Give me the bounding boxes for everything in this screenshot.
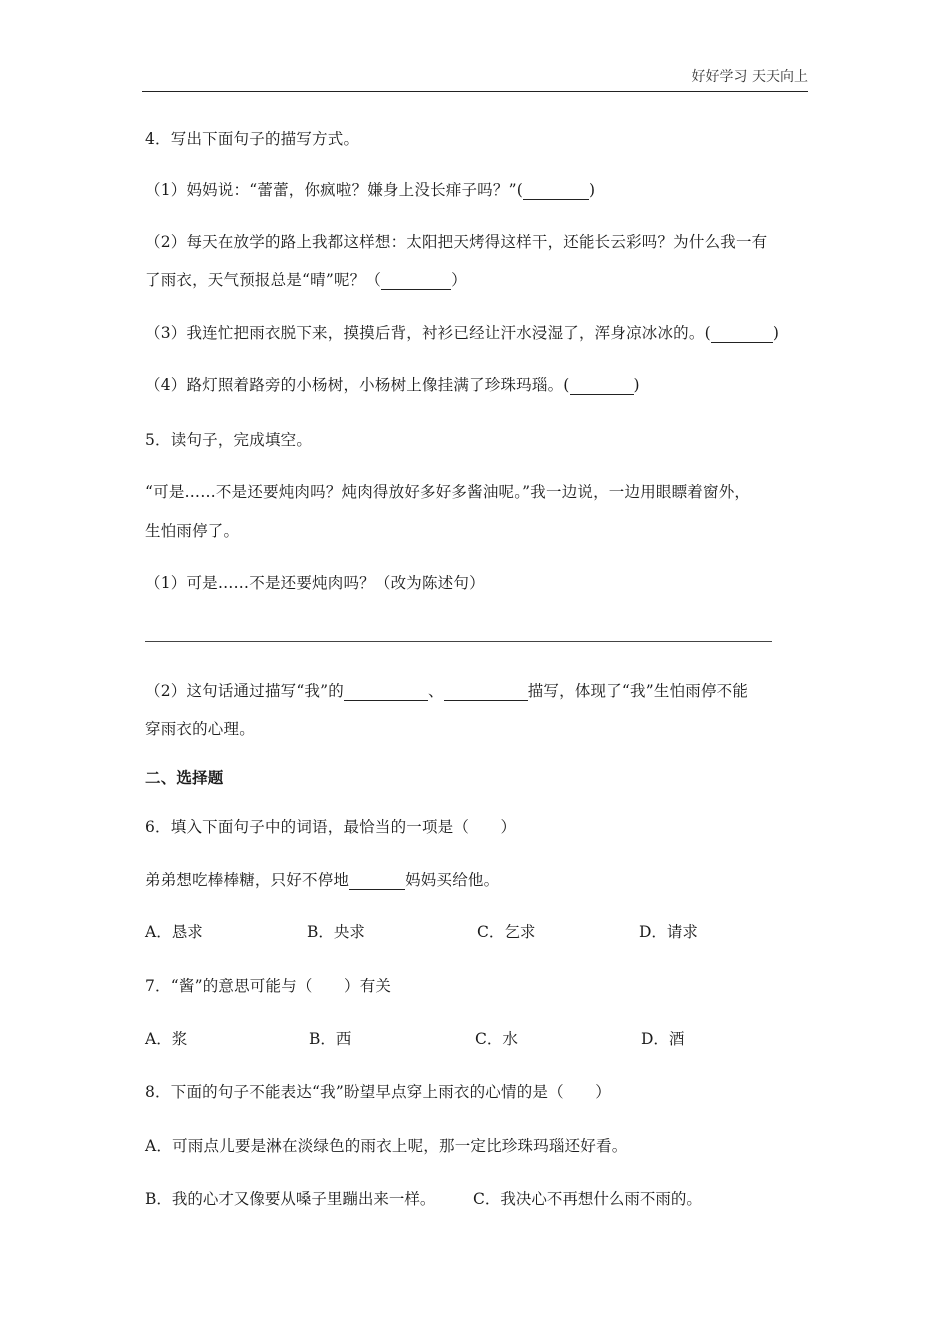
header-divider <box>142 91 808 92</box>
q4-sentence-4-text: （4）路灯照着路旁的小杨树，小杨树上像挂满了珍珠玛瑙。( <box>145 376 570 394</box>
q4-answer-blank-4[interactable] <box>570 376 634 395</box>
q8-option-b[interactable]: B．我的心才又像要从嗓子里蹦出来一样。 <box>145 1190 436 1208</box>
q6-option-d[interactable]: D．请求 <box>639 923 698 941</box>
q8-title: 8．下面的句子不能表达“我”盼望早点穿上雨衣的心情的是（ ） <box>145 1083 611 1101</box>
q4-sentence-3-close: ) <box>772 324 780 342</box>
q8-option-c[interactable]: C．我决心不再想什么雨不雨的。 <box>473 1190 702 1208</box>
q4-sentence-1-close: ) <box>588 181 596 199</box>
q6-sentence-text-a: 弟弟想吃棒棒糖，只好不停地 <box>145 871 350 889</box>
q5-passage-line2: 生怕雨停了。 <box>145 522 240 540</box>
q4-sentence-2-line1: （2）每天在放学的路上我都这样想：太阳把天烤得这样干，还能长云彩吗？为什么我一有 <box>145 233 768 251</box>
q5-answer-blank-1[interactable] <box>344 682 428 701</box>
q4-sentence-4-close: ) <box>633 376 640 394</box>
q6-sentence <box>145 868 499 890</box>
q4-sentence-1 <box>145 178 595 200</box>
q4-sentence-3-text: （3）我连忙把雨衣脱下来，摸摸后背，衬衫已经让汗水浸湿了，浑身凉冰冰的。( <box>145 324 711 342</box>
q5-passage-line1: “可是……不是还要炖肉吗？炖肉得放好多好多酱油呢。”我一边说，一边用眼瞟着窗外， <box>145 483 751 501</box>
q5-sub2-line2: 穿雨衣的心理。 <box>145 720 255 738</box>
q8-option-a[interactable]: A．可雨点儿要是淋在淡绿色的雨衣上呢，那一定比珍珠玛瑙还好看。 <box>145 1137 628 1155</box>
q6-option-a[interactable]: A．恳求 <box>145 923 203 941</box>
q4-sentence-2-close: ） <box>451 271 467 289</box>
q4-sentence-2-line2 <box>145 268 467 290</box>
q5-answer-line[interactable] <box>145 641 772 642</box>
q7-title: 7．“酱”的意思可能与（ ）有关 <box>145 977 392 995</box>
q4-sentence-4 <box>145 373 640 395</box>
q5-sub2-text-b: 、 <box>428 682 444 700</box>
q7-option-a[interactable]: A．浆 <box>145 1030 188 1048</box>
q4-answer-blank-1[interactable] <box>523 181 589 200</box>
q4-title: 4．写出下面句子的描写方式。 <box>145 130 360 148</box>
section-2-title: 二、选择题 <box>145 768 224 787</box>
q6-sentence-text-b: 妈妈买给他。 <box>405 871 500 889</box>
q5-sub2-line1 <box>145 679 748 701</box>
q4-answer-blank-3[interactable] <box>711 324 773 343</box>
q4-sentence-1-text: （1）妈妈说：“蕾蕾，你疯啦？嫌身上没长痱子吗？”( <box>145 181 523 199</box>
q5-sub1: （1）可是……不是还要炖肉吗？（改为陈述句） <box>145 574 485 592</box>
q5-sub2-text-c: 描写，体现了“我”生怕雨停不能 <box>527 682 749 700</box>
q7-option-d[interactable]: D．酒 <box>641 1030 685 1048</box>
q6-answer-blank[interactable] <box>349 871 405 890</box>
q7-option-c[interactable]: C．水 <box>475 1030 518 1048</box>
q6-option-b[interactable]: B．央求 <box>307 923 365 941</box>
header-motto: 好好学习 天天向上 <box>691 69 808 85</box>
q5-title: 5．读句子，完成填空。 <box>145 431 313 449</box>
q6-title: 6．填入下面句子中的词语，最恰当的一项是（ ） <box>145 818 517 836</box>
q5-answer-blank-2[interactable] <box>444 682 528 701</box>
q5-sub2-text-a: （2）这句话通过描写“我”的 <box>145 682 345 700</box>
q7-option-b[interactable]: B．西 <box>309 1030 352 1048</box>
q4-answer-blank-2[interactable] <box>381 271 451 290</box>
q6-option-c[interactable]: C．乞求 <box>477 923 536 941</box>
q4-sentence-2-text: 了雨衣，天气预报总是“晴”呢？（ <box>145 271 382 289</box>
q4-sentence-3 <box>145 321 779 343</box>
